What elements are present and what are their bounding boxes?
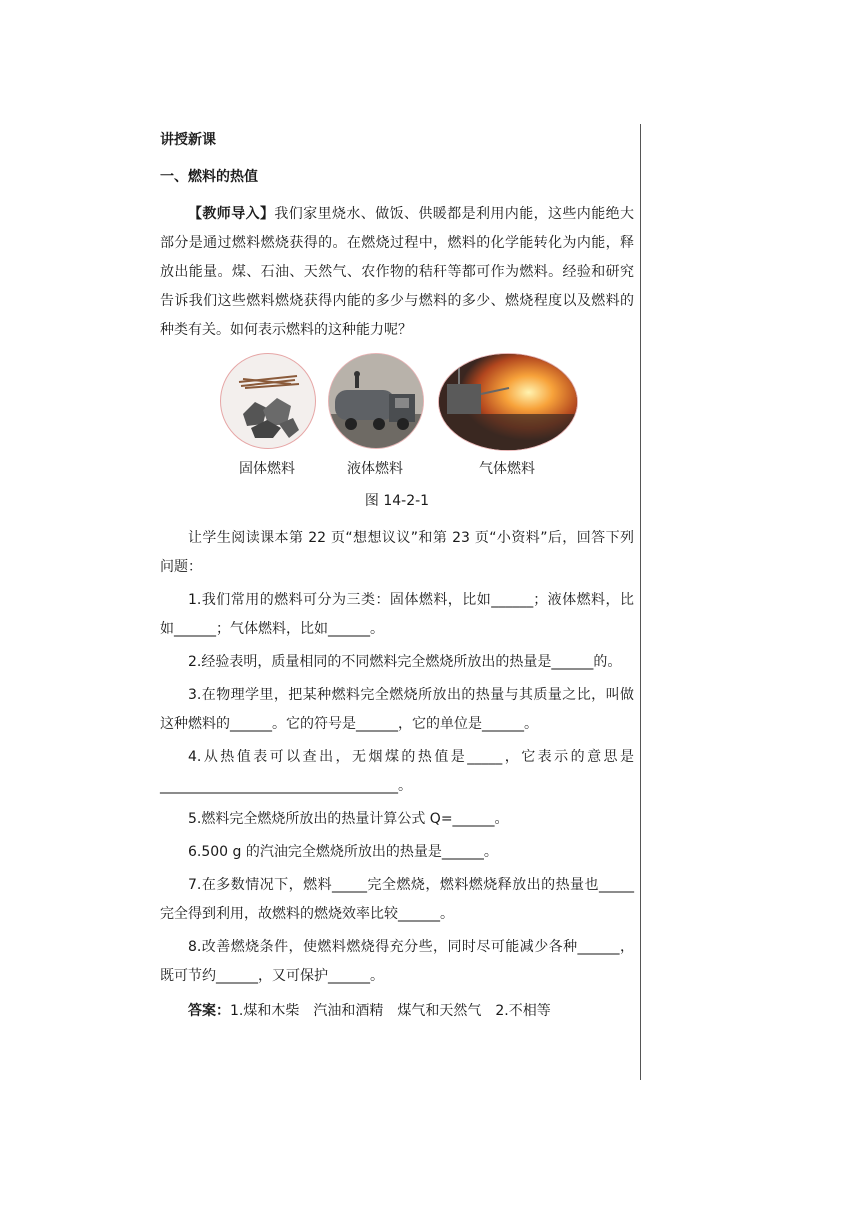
caption-solid-fuel: 固体燃料 [239,461,295,477]
question-6: 6.500 g 的汽油完全燃烧所放出的热量是______。 [188,844,498,860]
question-8: 8.改善燃烧条件，使燃料燃烧得充分些，同时尽可能减少各种______，既可节约______，又可保护______。 [160,939,634,984]
solid-fuel-image [220,353,316,449]
fuel-figure [160,353,634,481]
question-5: 5.燃料完全燃烧所放出的热量计算公式 Q=______。 [188,811,509,827]
caption-gas-fuel: 气体燃料 [479,461,535,477]
document-body [160,126,634,1030]
lesson-heading: 讲授新课 [160,132,216,148]
intro-text: 我们家里烧水、做饭、供暖都是利用内能，这些内能绝大部分是通过燃料燃烧获得的。在燃烧过程中，燃料的化学能转化为内能，释放出能量。煤、石油、天然气、农作物的秸秆等都可作为燃料。经验和研究告诉我们这些燃料燃烧获得内能的多少与燃料的多少、燃烧程度以及燃料的种类有关。如何表示燃料的这种能力呢？ [160,206,635,338]
answer-line [160,997,634,1026]
reading-instruction: 让学生阅读课本第 22 页“想想议议”和第 23 页“小资料”后，回答下列问题： [160,530,634,575]
question-1: 1.我们常用的燃料可分为三类：固体燃料，比如______；液体燃料，比如______；气体燃料，比如______。 [160,592,634,637]
answer-text: 1.煤和木柴 汽油和酒精 煤气和天然气 2.不相等 [230,1003,551,1019]
intro-label: 【教师导入】 [188,206,275,222]
question-3: 3.在物理学里，把某种燃料完全燃烧所放出的热量与其质量之比，叫做这种燃料的______。它的符号是______，它的单位是______。 [160,687,634,732]
question-2: 2.经验表明，质量相同的不同燃料完全燃烧所放出的热量是______的。 [188,654,622,670]
question-4: 4.从热值表可以查出，无烟煤的热值是_____，它表示的意思是__________________________________。 [160,749,634,794]
intro-paragraph [160,200,634,345]
answer-label: 答案： [188,1003,230,1019]
figure-label: 图 14-2-1 [364,493,430,509]
caption-liquid-fuel: 液体燃料 [347,461,403,477]
margin-rule [640,124,641,1080]
liquid-fuel-image [328,353,424,449]
gas-fuel-image [438,353,578,451]
section-title: 一、燃料的热值 [160,169,258,185]
question-7: 7.在多数情况下，燃料_____完全燃烧，燃料燃烧释放出的热量也_____完全得到利用，故燃料的燃烧效率比较______。 [160,877,634,922]
